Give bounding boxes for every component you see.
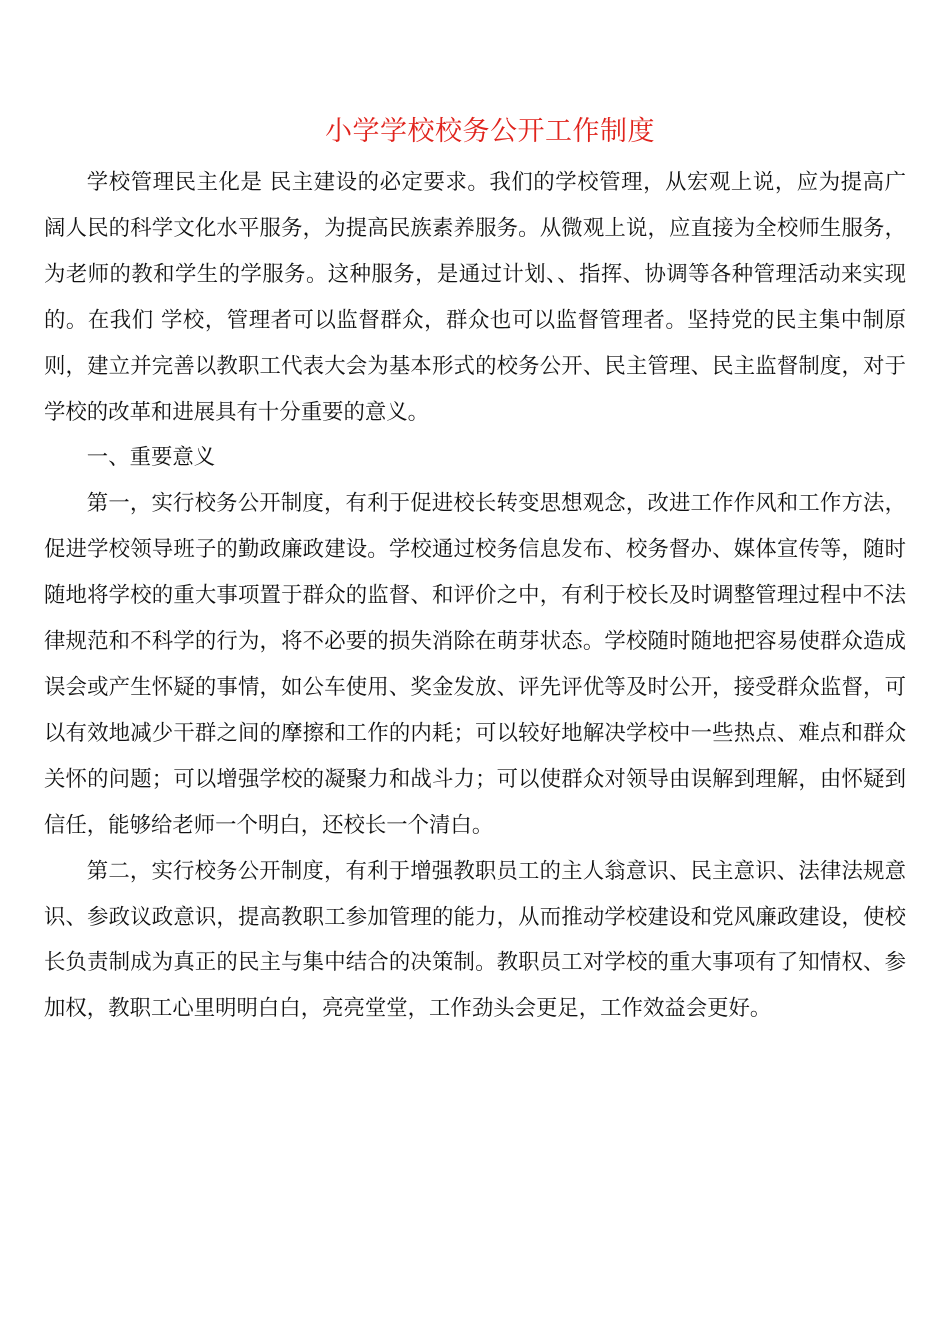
paragraph-second-point: 第二，实行校务公开制度，有利于增强教职员工的主人翁意识、民主意识、法律法规意识、参政议政意识，提高教职工参加管理的能力，从而推动学校建设和党风廉政建设，使校长负责制成为真正的民主与集中结合的决策制。教职员工对学校的重大事项有了知情权、参加权，教职工心里明明白白，亮亮堂堂，工作劲头会更足，工作效益会更好。 [44,858,906,1022]
paragraph-intro: 学校管理民主化是 民主建设的必定要求。我们的学校管理，从宏观上说，应为提高广阔人民的科学文化水平服务，为提高民族素养服务。从微观上说，应直接为全校师生服务，为老师的教和学生的学服务。这种服务，是通过计划、、指挥、协调等各种管理活动来实现的。在我们 学校，管理者可以监督群众，群众也可以监督管理者。坚持党的民主集中制原则，建立并完善以教职工代表大会为基本形式的校务公开、民主管理、民主监督制度，对于学校的改革和进展具有十分重要的意义。 [44,170,906,425]
paragraph-first-point: 第一，实行校务公开制度，有利于促进校长转变思想观念，改进工作作风和工作方法，促进学校领导班子的勤政廉政建设。学校通过校务信息发布、校务督办、媒体宣传等，随时随地将学校的重大事项置于群众的监督、和评价之中，有利于校长及时调整管理过程中不法律规范和不科学的行为，将不必要的损失消除在萌芽状态。学校随时随地把容易使群众造成误会或产生怀疑的事情，如公车使用、奖金发放、评先评优等及时公开，接受群众监督，可以有效地减少干群之间的摩擦和工作的内耗；可以较好地解决学校中一些热点、难点和群众关怀的问题；可以增强学校的凝聚力和战斗力；可以使群众对领导由误解到理解，由怀疑到信任，能够给老师一个明白，还校长一个清白。 [44,491,906,838]
section-heading: 一、重要意义 [86,445,216,471]
document-body [44,160,906,1032]
document-title: 小学学校校务公开工作制度 [325,116,655,147]
